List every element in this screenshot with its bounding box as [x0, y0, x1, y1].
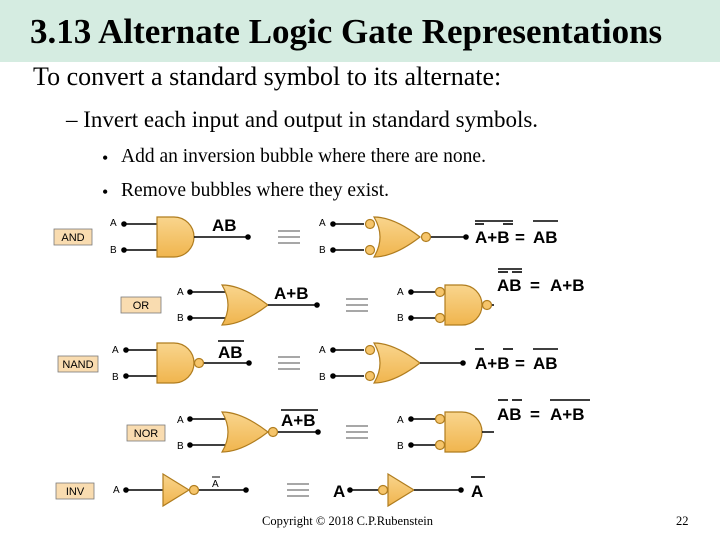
- or-gate-symbol: [374, 217, 420, 257]
- input-b-label: B: [397, 441, 404, 452]
- input-b-label: B: [177, 313, 184, 324]
- slide-title: 3.13 Alternate Logic Gate Representations: [30, 12, 663, 51]
- gate-name-inv: INV: [65, 486, 85, 498]
- equivalent-expression: AB: [533, 228, 558, 247]
- input-a-label: A: [319, 345, 326, 356]
- row-nand: [58, 341, 558, 383]
- equivalence-symbol: [278, 231, 300, 243]
- bullet-marker: •: [102, 148, 109, 168]
- input-b-label: B: [397, 313, 404, 324]
- equals-sign: =: [515, 354, 525, 373]
- input-a-label: A: [113, 485, 120, 496]
- page-number: 22: [676, 514, 689, 528]
- input-a-label: A: [112, 345, 119, 356]
- alternate-output: A: [471, 482, 484, 501]
- gate-name-and: AND: [61, 232, 85, 244]
- bullet-add-bubble: Add an inversion bubble where there are none.: [121, 146, 486, 167]
- gate-name-or: OR: [132, 300, 150, 312]
- bullet-remove-bubble: Remove bubbles where they exist.: [121, 180, 390, 201]
- row-or: [121, 269, 584, 325]
- input-b-label: B: [110, 245, 117, 256]
- output-expression: AB: [218, 343, 243, 362]
- output-expression: A: [212, 479, 219, 490]
- equals-sign: =: [515, 228, 525, 247]
- and-gate-symbol: [157, 217, 194, 257]
- input-b-label: B: [319, 245, 326, 256]
- equals-sign: =: [530, 405, 540, 424]
- inverter-symbol: [388, 474, 414, 506]
- inverter-symbol: [163, 474, 189, 506]
- and-gate-symbol: [157, 343, 194, 383]
- alternate-expression: AB: [497, 276, 522, 295]
- and-gate-symbol: [445, 412, 482, 452]
- gate-name-nand: NAND: [62, 359, 94, 371]
- input-b-label: B: [319, 372, 326, 383]
- row-inv: [56, 474, 485, 506]
- or-gate-symbol: [222, 412, 268, 452]
- or-gate-symbol: [222, 285, 268, 325]
- input-a-label: A: [319, 218, 326, 229]
- input-b-label: B: [177, 441, 184, 452]
- step-text: – Invert each input and output in standard symbols.: [66, 107, 539, 132]
- equivalent-expression: AB: [533, 354, 558, 373]
- output-expression: AB: [212, 216, 237, 235]
- output-expression: A+B: [281, 411, 316, 430]
- alternate-expression: A+B: [475, 228, 510, 247]
- input-a-label: A: [110, 218, 117, 229]
- equivalent-expression: A+B: [550, 276, 585, 295]
- equivalence-symbol: [346, 426, 368, 438]
- and-gate-symbol: [445, 285, 482, 325]
- row-nor: [127, 400, 590, 452]
- or-gate-symbol: [374, 343, 420, 383]
- equivalence-symbol: [346, 299, 368, 311]
- alternate-expression: A+B: [475, 354, 510, 373]
- input-b-label: B: [112, 372, 119, 383]
- input-a-label: A: [397, 287, 404, 298]
- bullet-marker: •: [102, 182, 109, 202]
- equivalent-expression: A+B: [550, 405, 585, 424]
- alternate-expression: AB: [497, 405, 522, 424]
- alternate-input: A: [333, 482, 346, 501]
- copyright-footer: Copyright © 2018 C.P.Rubenstein: [262, 514, 433, 528]
- equals-sign: =: [530, 276, 540, 295]
- row-and: [54, 216, 558, 257]
- input-a-label: A: [397, 415, 404, 426]
- gate-name-nor: NOR: [133, 428, 159, 440]
- equivalence-symbol: [278, 357, 300, 369]
- input-a-label: A: [177, 415, 184, 426]
- intro-text: To convert a standard symbol to its alternate:: [33, 62, 502, 91]
- equivalence-symbol: [287, 484, 309, 496]
- input-a-label: A: [177, 287, 184, 298]
- output-expression: A+B: [274, 284, 309, 303]
